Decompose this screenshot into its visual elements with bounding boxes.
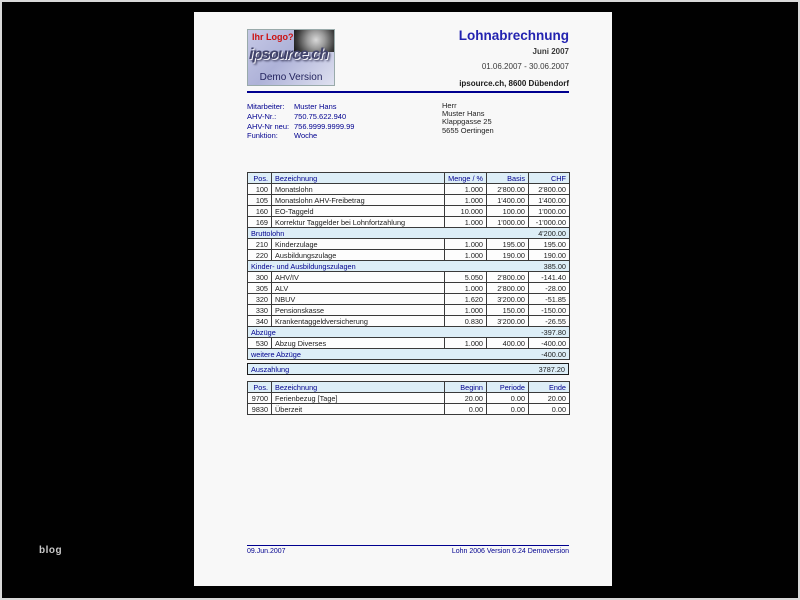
- employee-value: 756.9999.9999.99: [294, 121, 355, 131]
- employee-label: AHV-Nr.:: [247, 111, 277, 121]
- table-row: [248, 272, 570, 283]
- cell-basis: 1'000.00: [487, 217, 529, 228]
- cell-chf: -400.00: [529, 338, 570, 349]
- column-header: CHF: [529, 173, 570, 184]
- address-line: 5655 Oertingen: [442, 125, 494, 135]
- address-line: Muster Hans: [442, 109, 485, 119]
- employee-row: [247, 112, 354, 122]
- cell-name: Monatslohn: [272, 184, 445, 195]
- employee-label: AHV-Nr neu:: [247, 121, 290, 131]
- cell-menge: 1.000: [445, 338, 487, 349]
- cell-chf: 20.00: [529, 393, 570, 404]
- salary-table: [247, 172, 570, 360]
- cell-basis: 150.00: [487, 305, 529, 316]
- section-label: weitere Abzüge: [248, 349, 529, 360]
- cell-name: Ausbildungszulage: [272, 250, 445, 261]
- cell-basis: 190.00: [487, 250, 529, 261]
- cell-name: AHV/IV: [272, 272, 445, 283]
- cell-chf: 190.00: [529, 250, 570, 261]
- column-header: Basis: [487, 173, 529, 184]
- employee-value: Muster Hans: [294, 102, 337, 111]
- document-title: Lohnabrechnung: [458, 28, 569, 43]
- cell-basis: 1'400.00: [487, 195, 529, 206]
- table-row: [248, 250, 570, 261]
- section-label: Abzüge: [248, 327, 529, 338]
- footer-date: 09.Jun.2007: [247, 548, 286, 555]
- cell-pos: 100: [248, 184, 272, 195]
- cell-pos: 330: [248, 305, 272, 316]
- cell-name: Ferienbezug [Tage]: [272, 393, 445, 404]
- column-header: Bezeichnung: [272, 382, 445, 393]
- cell-name: NBUV: [272, 294, 445, 305]
- cell-chf: -51.85: [529, 294, 570, 305]
- section-total: 4'200.00: [529, 228, 570, 239]
- cell-chf: -150.00: [529, 305, 570, 316]
- employee-label: Mitarbeiter:: [247, 102, 285, 111]
- address-line: Klappgasse 25: [442, 117, 492, 127]
- cell-menge: 1.000: [445, 250, 487, 261]
- section-row: [248, 349, 570, 360]
- cell-menge: 20.00: [445, 393, 487, 404]
- cell-chf: -141.40: [529, 272, 570, 283]
- cell-basis: 3'200.00: [487, 294, 529, 305]
- cell-name: Kinderzulage: [272, 239, 445, 250]
- cell-basis: 0.00: [487, 404, 529, 415]
- footer-version: Lohn 2006 Version 6.24 Demoversion: [451, 548, 569, 555]
- cell-chf: 2'800.00: [529, 184, 570, 195]
- table-row: [248, 305, 570, 316]
- employee-row: [247, 102, 354, 112]
- section-label: Bruttolohn: [248, 228, 529, 239]
- column-header: Pos.: [248, 382, 272, 393]
- cell-name: Pensionskasse: [272, 305, 445, 316]
- cell-name: Monatslohn AHV-Freibetrag: [272, 195, 445, 206]
- cell-menge: 10.000: [445, 206, 487, 217]
- cell-basis: 2'800.00: [487, 272, 529, 283]
- company-line: ipsource.ch, 8600 Dübendorf: [459, 79, 569, 88]
- section-total: -397.80: [529, 327, 570, 338]
- payout-label: Auszahlung: [251, 364, 290, 374]
- cell-menge: 0.00: [445, 404, 487, 415]
- employee-row: [247, 122, 354, 132]
- cell-chf: -28.00: [529, 283, 570, 294]
- cell-menge: 1.000: [445, 239, 487, 250]
- cell-basis: 2'800.00: [487, 184, 529, 195]
- document-header: [459, 28, 569, 88]
- period-range: 01.06.2007 - 30.06.2007: [481, 62, 569, 71]
- cell-basis: 0.00: [487, 393, 529, 404]
- cell-basis: 2'800.00: [487, 283, 529, 294]
- cell-basis: 400.00: [487, 338, 529, 349]
- cell-name: ALV: [272, 283, 445, 294]
- table-header-row: [248, 173, 570, 184]
- logo-tagline: Ihr Logo?: [252, 32, 294, 42]
- cell-chf: -26.55: [529, 316, 570, 327]
- table-header-row: [248, 382, 570, 393]
- payout-amount: 3787.20: [538, 364, 565, 374]
- table-row: [248, 393, 570, 404]
- cell-pos: 320: [248, 294, 272, 305]
- column-header: Menge / %: [445, 173, 487, 184]
- cell-chf: 1'000.00: [529, 206, 570, 217]
- table-row: [248, 206, 570, 217]
- cell-pos: 105: [248, 195, 272, 206]
- cell-name: Korrektur Taggelder bei Lohnfortzahlung: [272, 217, 445, 228]
- column-header: Ende: [529, 382, 570, 393]
- cell-pos: 9830: [248, 404, 272, 415]
- cell-pos: 300: [248, 272, 272, 283]
- table-row: [248, 338, 570, 349]
- table-row: [248, 404, 570, 415]
- cell-menge: 1.000: [445, 184, 487, 195]
- cell-menge: 1.620: [445, 294, 487, 305]
- section-label: Kinder- und Ausbildungszulagen: [248, 261, 529, 272]
- employee-info-block: [247, 102, 354, 141]
- cell-menge: 1.000: [445, 217, 487, 228]
- section-row: [248, 228, 570, 239]
- cell-pos: 220: [248, 250, 272, 261]
- period-month: Juni 2007: [532, 47, 569, 56]
- cell-basis: 3'200.00: [487, 316, 529, 327]
- employee-label: Funktion:: [247, 131, 278, 141]
- cell-pos: 9700: [248, 393, 272, 404]
- cell-chf: 1'400.00: [529, 195, 570, 206]
- cell-chf: 0.00: [529, 404, 570, 415]
- table-row: [248, 184, 570, 195]
- column-header: Periode: [487, 382, 529, 393]
- address-line: Herr: [442, 101, 457, 110]
- cell-pos: 340: [248, 316, 272, 327]
- cell-pos: 305: [248, 283, 272, 294]
- cell-basis: 100.00: [487, 206, 529, 217]
- document-page: [194, 12, 612, 586]
- cell-pos: 169: [248, 217, 272, 228]
- cell-menge: 1.000: [445, 195, 487, 206]
- cell-name: EO-Taggeld: [272, 206, 445, 217]
- cell-menge: 1.000: [445, 305, 487, 316]
- employee-row: [247, 131, 354, 141]
- column-header: Beginn: [445, 382, 487, 393]
- section-total: 385.00: [529, 261, 570, 272]
- time-table: [247, 381, 570, 415]
- cell-name: Überzeit: [272, 404, 445, 415]
- footer-divider: [247, 545, 569, 546]
- cell-menge: 0.830: [445, 316, 487, 327]
- logo-brand: ipsource.ch: [249, 46, 328, 63]
- cell-menge: 5.050: [445, 272, 487, 283]
- section-row: [248, 261, 570, 272]
- header-divider: [247, 91, 569, 93]
- table-row: [248, 217, 570, 228]
- section-total: -400.00: [529, 349, 570, 360]
- cell-name: Krankentaggeldversicherung: [272, 316, 445, 327]
- table-row: [248, 294, 570, 305]
- column-header: Bezeichnung: [272, 173, 445, 184]
- cell-pos: 160: [248, 206, 272, 217]
- employee-value: Woche: [294, 131, 318, 141]
- cell-pos: 530: [248, 338, 272, 349]
- document-footer: [247, 548, 569, 555]
- cell-pos: 210: [248, 239, 272, 250]
- table-row: [248, 316, 570, 327]
- employee-value: 750.75.622.940: [294, 111, 347, 121]
- table-row: [248, 239, 570, 250]
- table-row: [248, 283, 570, 294]
- cell-chf: 195.00: [529, 239, 570, 250]
- company-logo: [247, 29, 335, 86]
- table-row: [248, 195, 570, 206]
- recipient-address-block: [442, 102, 494, 135]
- cell-chf: -1'000.00: [529, 217, 570, 228]
- tables-area: [247, 172, 569, 415]
- logo-demo-label: Demo Version: [259, 72, 323, 83]
- section-row: [248, 327, 570, 338]
- payout-row: [247, 363, 569, 375]
- cell-menge: 1.000: [445, 283, 487, 294]
- desktop-label: blog: [39, 545, 63, 556]
- cell-name: Abzug Diverses: [272, 338, 445, 349]
- cell-basis: 195.00: [487, 239, 529, 250]
- column-header: Pos.: [248, 173, 272, 184]
